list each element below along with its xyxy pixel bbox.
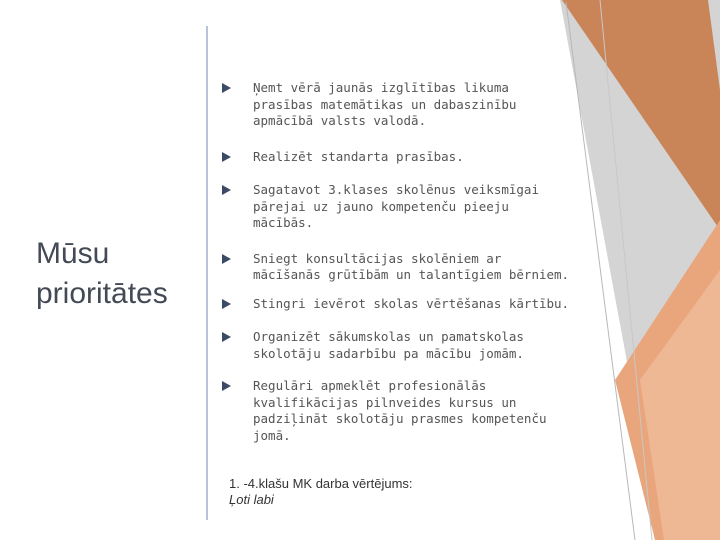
- list-item-text: Sniegt konsultācijas skolēniem ar mācīšanās grūtībām un talantīgiem bērniem.: [253, 250, 570, 282]
- list-item: [222, 296, 572, 313]
- triangle-bullet-icon: [222, 83, 231, 93]
- slide-title: Mūsu prioritātes: [36, 237, 168, 310]
- list-item-text: Stingri ievērot skolas vērtēšanas kārtību.: [253, 295, 570, 311]
- triangle-bullet-icon: [222, 381, 231, 391]
- triangle-bullet-icon: [222, 332, 231, 342]
- triangle-bullet-icon: [222, 152, 231, 162]
- triangle-bullet-icon: [222, 185, 231, 195]
- list-item-text: Realizēt standarta prasības.: [253, 148, 464, 164]
- triangle-bullet-icon: [222, 254, 231, 264]
- list-item-text: Regulāri apmeklēt profesionālās kvalifikācijas pilnveides kursus un padziļināt skolotāju prasmes kompetenču jomā.: [253, 378, 547, 443]
- list-item: [222, 251, 572, 284]
- list-item: [222, 182, 572, 232]
- list-item: [222, 80, 572, 130]
- triangle-bullet-icon: [222, 299, 231, 309]
- evaluation-rating: Ļoti labi: [229, 492, 274, 507]
- vertical-divider: [206, 26, 208, 520]
- evaluation-note: [229, 476, 413, 508]
- evaluation-label: 1. -4.klašu MK darba vērtējums:: [229, 476, 413, 491]
- list-item: [222, 329, 572, 362]
- priority-list: [222, 80, 572, 444]
- list-item-text: Sagatavot 3.klases skolēnus veiksmīgai pārejai uz jauno kompetenču pieeju mācībās.: [253, 182, 539, 230]
- list-item: [222, 378, 572, 444]
- list-item: [222, 149, 572, 166]
- list-item-text: Organizēt sākumskolas un pamatskolas skolotāju sadarbību pa mācību jomām.: [253, 329, 524, 361]
- list-item-text: Ņemt vērā jaunās izglītības likuma prasības matemātikas un dabaszinību apmācībā valsts valodā.: [253, 80, 517, 128]
